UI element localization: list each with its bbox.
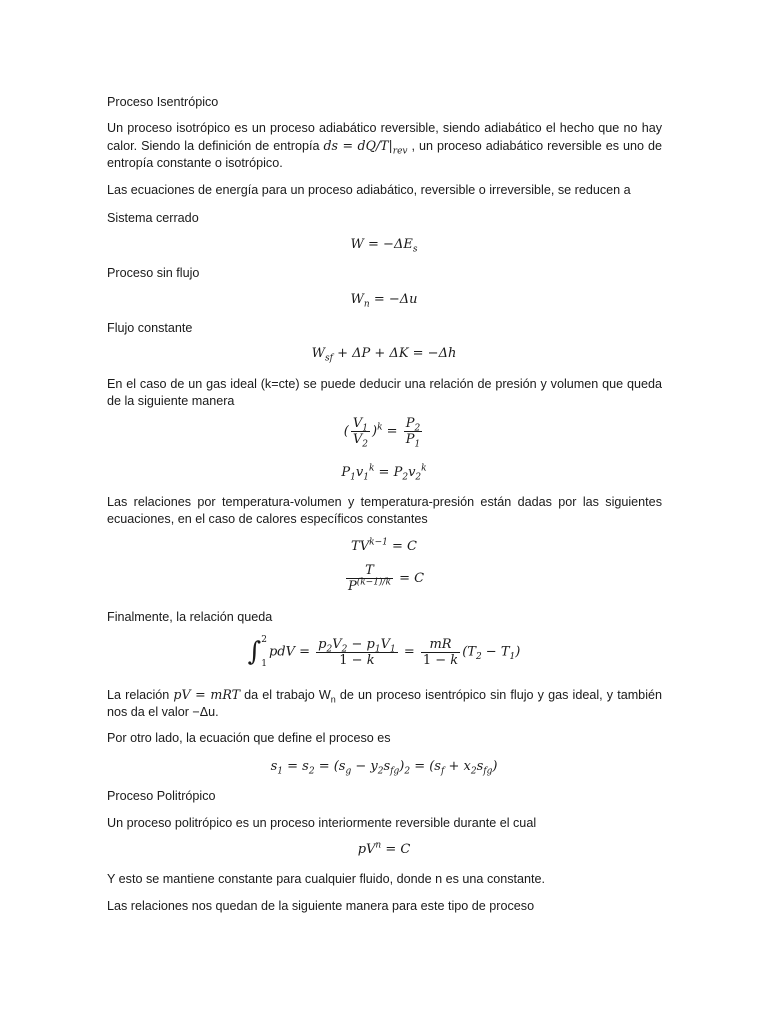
paragraph-ideal-gas: En el caso de un gas ideal (k=cte) se puede deducir una relación de presión y volumen que queda de la siguiente manera [107,377,662,408]
equation-tv-constant: $TV^{k-1} = C$ [351,537,417,554]
label-final-relation: Finalmente, la relación queda [107,610,273,624]
equation-tp-constant: $\frac{T}{P^{(k-1)/k}}$ = C [347,563,425,594]
inline-equation-ideal-gas: pV = mRT [173,687,240,702]
section-heading-isentropic: Proceso Isentrópico [107,95,219,109]
equation-text: W = −ΔE [350,237,413,252]
paragraph-ideal-gas-work [107,686,662,721]
paragraph-isentropic-definition [107,120,662,172]
paragraph-process-equation: Por otro lado, la ecuación que define el proceso es [107,731,391,745]
inline-equation-entropy [323,138,408,157]
equation-volume-pressure-ratio: ( $\frac{V_1}{V_2}$ )$^k$ = $\frac{P_2}{P_1}$ [343,416,421,450]
equation-closed-system [0,237,768,255]
subscript: n [330,694,336,705]
inline-equation-text: ds = dQ/T| [323,138,393,153]
inline-equation-subscript: rev [392,146,408,157]
paragraph-relations-intro: Las relaciones nos quedan de la siguiente manera para este tipo de proceso [107,899,535,913]
equation-polytropic: $pV^n = C$ [357,840,411,857]
equation-pv-constant: $P_1v_1^k = P_2v_2^k$ [341,463,427,483]
paragraph-text: La relación [107,688,170,702]
equation-text: W [311,346,326,361]
label-steady-flow: Flujo constante [107,321,193,335]
paragraph-temperature-relations: Las relaciones por temperatura-volumen y temperatura-presión están dadas por las siguientes ecuaciones, en el caso de calores específicos constantes [107,495,662,526]
paragraph-text: Un proceso isotrópico es un proceso adiabático reversible, siendo adiabático el hecho que no hay calor. Siendo la definición de entropía [107,121,662,153]
equation-text: = −Δu [373,292,418,307]
equation-text: + ΔP + ΔK = −Δh [337,346,457,361]
paragraph-polytropic-definition: Un proceso politrópico es un proceso interiormente reversible durante el cual [107,816,537,830]
paragraph-text: da el trabajo W [244,688,331,702]
equation-no-flow [0,292,768,310]
equation-entropy-states: $s_1 = s_2 = (s_g - y_2s_{fg})_2 = (s_f + x_2s_{fg})$ [270,759,498,777]
label-no-flow-process: Proceso sin flujo [107,266,200,280]
equation-subscript: sf [325,353,333,364]
section-heading-polytropic: Proceso Politrópico [107,789,216,803]
equation-steady-flow [0,346,768,364]
equation-subscript: s [412,244,418,255]
paragraph-text: , un proceso adiabático reversible es uno de entropía constante o isotrópico. [107,139,663,170]
paragraph-constant-note: Y esto se mantiene constante para cualquier fluido, donde n es una constante. [107,872,546,886]
equation-text: W [350,292,364,307]
equation-subscript: n [363,299,370,310]
label-closed-system: Sistema cerrado [107,211,199,225]
paragraph-text: de un proceso isentrópico sin flujo y gas ideal, y también nos da el valor −Δu. [107,688,662,719]
equation-work-integral: ∫ 2 1 pdV = $\frac{p_2V_2 - p_1V_1}{1 - k}$ = $\frac{mR}{1 - k}$ $(T_2 - T_1)$ [247,635,521,669]
paragraph-energy-equations: Las ecuaciones de energía para un proceso adiabático, reversible o irreversible, se reducen a [107,183,631,197]
